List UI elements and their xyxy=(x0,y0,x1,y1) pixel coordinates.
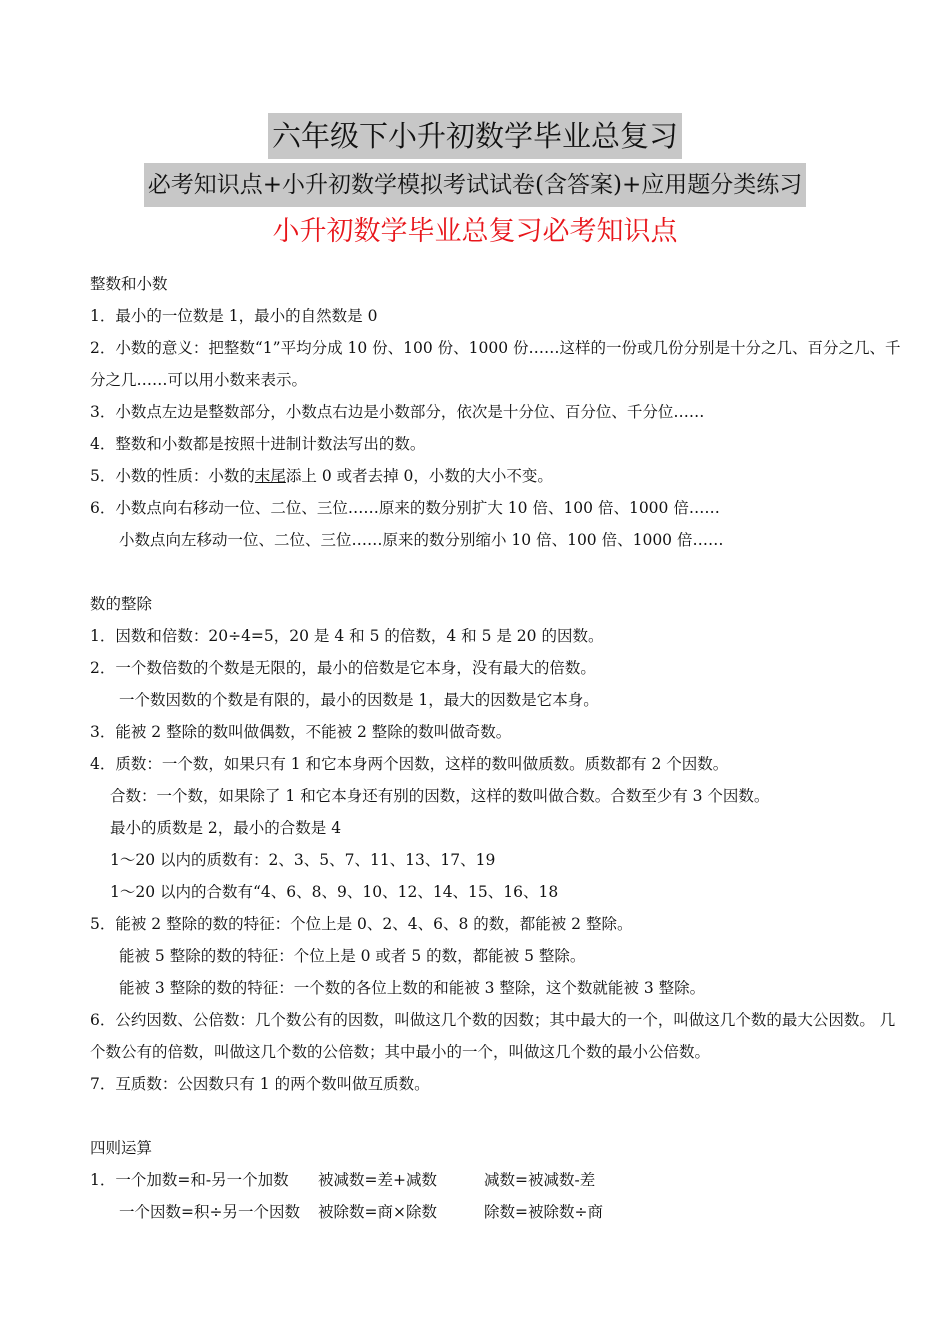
paragraph: 4．整数和小数都是按照十进制计数法写出的数。 xyxy=(90,435,426,453)
main-title: 六年级下小升初数学毕业总复习 xyxy=(268,113,682,159)
title-sub-row xyxy=(0,163,950,207)
underlined-text: 末尾 xyxy=(254,467,286,485)
paragraph: 7．互质数：公因数只有 1 的两个数叫做互质数。 xyxy=(90,1075,430,1093)
formula-row xyxy=(90,1164,910,1196)
spacer xyxy=(90,556,910,588)
paragraph-indented: 小数点向左移动一位、二位、三位……原来的数分别缩小 10 倍、100 倍、1000 倍…… xyxy=(119,531,724,549)
paragraph-indented: 能被 3 整除的数的特征：一个数的各位上数的和能被 3 整除，这个数就能被 3 整除。 xyxy=(119,979,706,997)
document-body xyxy=(90,268,910,1228)
paragraph xyxy=(90,460,910,492)
paragraph-indented: 一个数因数的个数是有限的，最小的因数是 1，最大的因数是它本身。 xyxy=(119,691,599,709)
paragraph-indented: 1～20 以内的质数有：2、3、5、7、11、13、17、19 xyxy=(110,851,496,869)
formula: 减数=被减数-差 xyxy=(484,1171,596,1189)
section-title-red: 小升初数学毕业总复习必考知识点 xyxy=(272,216,678,247)
formula: 一个因数=积÷另一个因数 xyxy=(119,1203,300,1221)
title-red-row xyxy=(0,212,950,252)
paragraph: 3．能被 2 整除的数叫做偶数，不能被 2 整除的数叫做奇数。 xyxy=(90,723,512,741)
paragraph: 2．一个数倍数的个数是无限的，最小的倍数是它本身，没有最大的倍数。 xyxy=(90,659,596,677)
paragraph: 3．小数点左边是整数部分，小数点右边是小数部分，依次是十分位、百分位、千分位…… xyxy=(90,403,705,421)
paragraph-indented: 合数：一个数，如果除了 1 和它本身还有别的因数，这样的数叫做合数。合数至少有 3 个因数。 xyxy=(110,787,770,805)
paragraph-indented: 能被 5 整除的数的特征：个位上是 0 或者 5 的数，都能被 5 整除。 xyxy=(119,947,586,965)
formula: 被减数=差+减数 xyxy=(318,1171,437,1189)
spacer xyxy=(90,1100,910,1132)
title-main-row xyxy=(0,113,950,159)
paragraph: 6．公约因数、公倍数：几个数公有的因数，叫做这几个数的因数；其中最大的一个，叫做这几个数的最大公因数。 几个数公有的倍数，叫做这几个数的公倍数；其中最小的一个，叫做这几个数的最小公倍数。 xyxy=(90,1011,896,1061)
paragraph: 1．因数和倍数：20÷4=5，20 是 4 和 5 的倍数，4 和 5 是 20 的因数。 xyxy=(90,627,604,645)
text-run: 5．小数的性质：小数的 xyxy=(90,467,255,485)
text-run: 添上 0 或者去掉 0，小数的大小不变。 xyxy=(285,467,553,485)
paragraph: 1．最小的一位数是 1，最小的自然数是 0 xyxy=(90,307,378,325)
paragraph-indented: 最小的质数是 2，最小的合数是 4 xyxy=(110,819,342,837)
paragraph: 6．小数点向右移动一位、二位、三位……原来的数分别扩大 10 倍、100 倍、1000 倍…… xyxy=(90,499,720,517)
paragraph: 5．能被 2 整除的数的特征：个位上是 0、2、4、6、8 的数，都能被 2 整除。 xyxy=(90,915,633,933)
formula: 被除数=商×除数 xyxy=(318,1203,437,1221)
sub-title: 必考知识点+小升初数学模拟考试试卷(含答案)+应用题分类练习 xyxy=(144,163,807,207)
paragraph: 2．小数的意义：把整数“1”平均分成 10 份、100 份、1000 份……这样的一份或几份分别是十分之几、百分之几、千分之几……可以用小数来表示。 xyxy=(90,339,901,389)
section-heading-four-operations: 四则运算 xyxy=(90,1139,153,1157)
formula: 除数=被除数÷商 xyxy=(484,1203,603,1221)
formula: 1．一个加数=和-另一个加数 xyxy=(90,1171,289,1189)
section-heading-integers-decimals: 整数和小数 xyxy=(90,275,168,293)
formula-row xyxy=(90,1196,910,1228)
section-heading-divisibility: 数的整除 xyxy=(90,595,153,613)
paragraph-indented: 1～20 以内的合数有“4、6、8、9、10、12、14、15、16、18 xyxy=(110,883,559,901)
paragraph: 4．质数：一个数，如果只有 1 和它本身两个因数，这样的数叫做质数。质数都有 2 个因数。 xyxy=(90,755,729,773)
